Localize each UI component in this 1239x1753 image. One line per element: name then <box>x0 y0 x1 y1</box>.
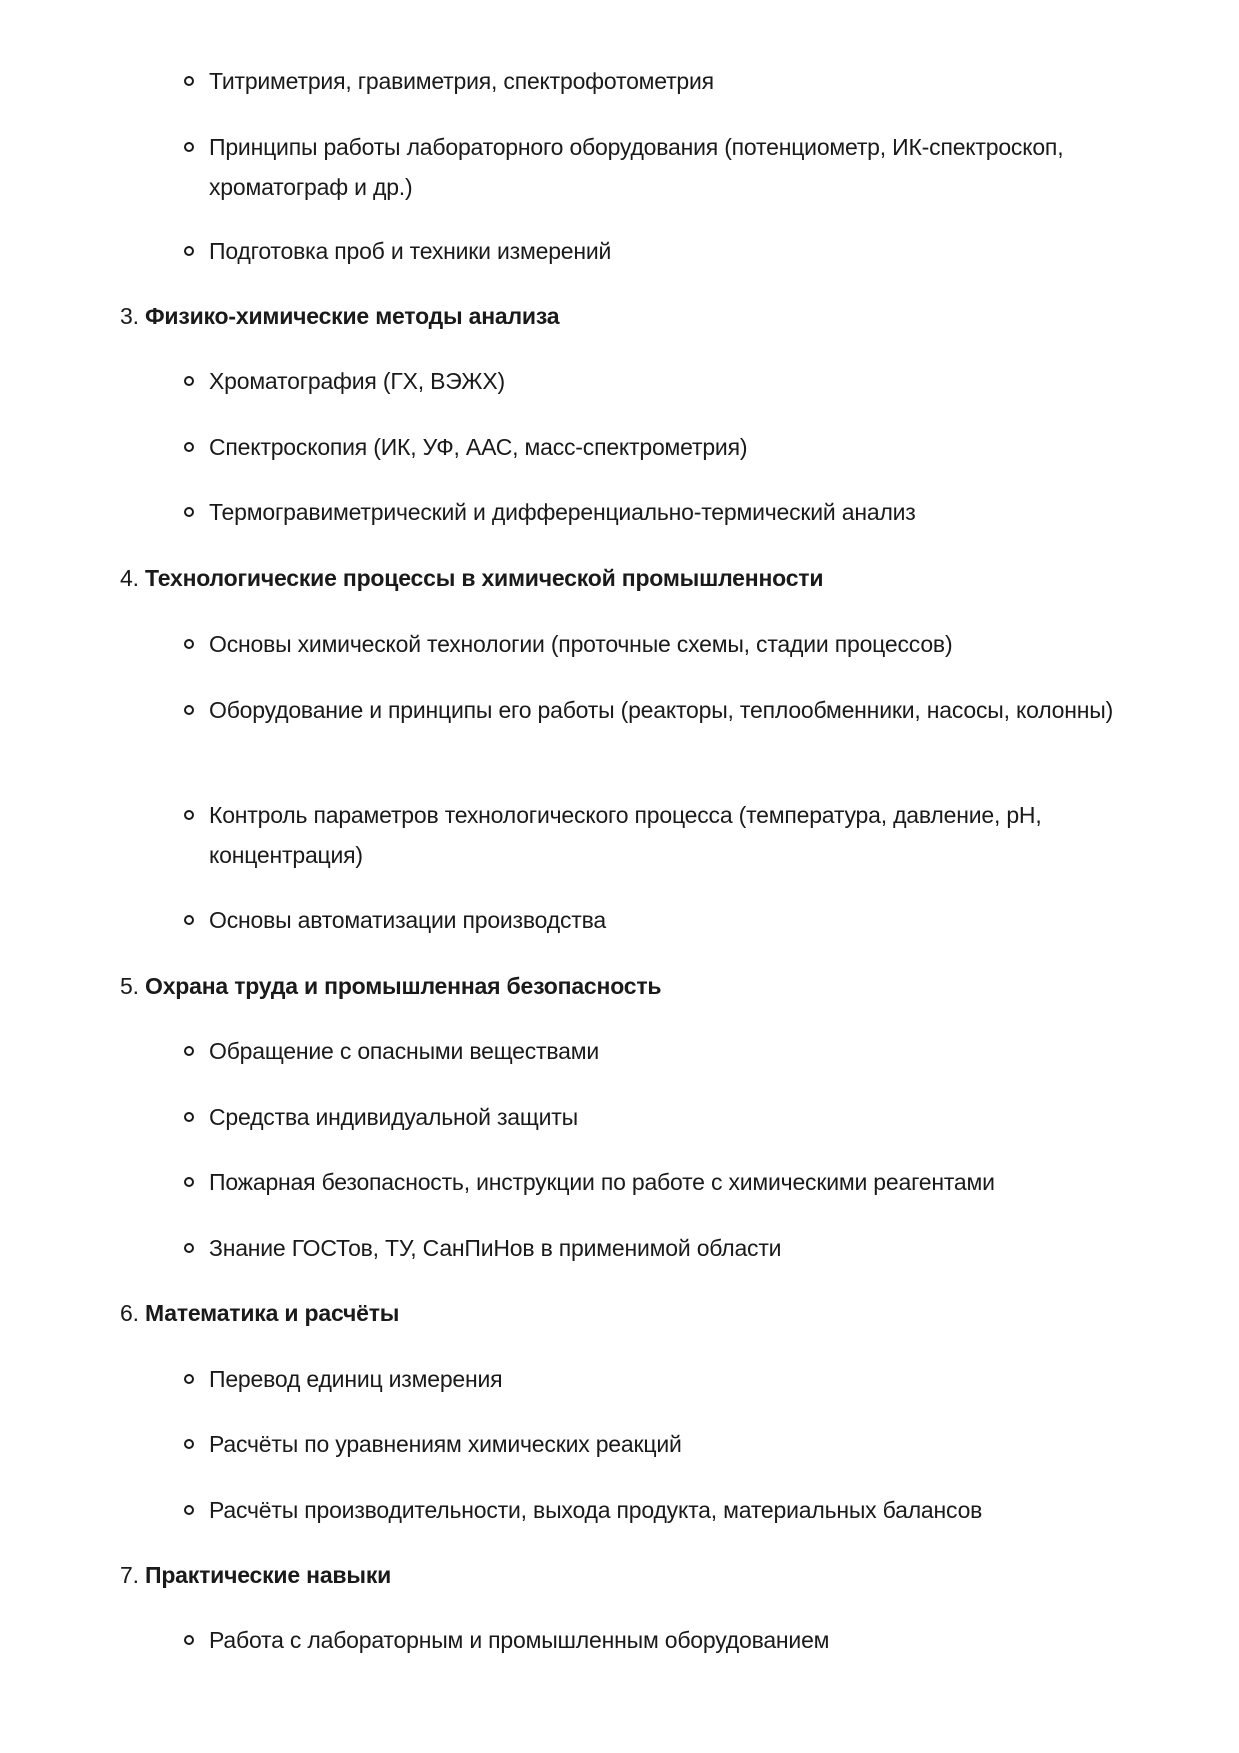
section-heading: 6. Математика и расчёты <box>120 1300 400 1326</box>
list-item: Пожарная безопасность, инструкции по работе с химическими реагентами <box>209 1162 1139 1202</box>
list-item: Обращение с опасными веществами <box>209 1031 1139 1071</box>
hollow-bullet-icon <box>184 1374 194 1384</box>
list-item: Средства индивидуальной защиты <box>209 1097 1139 1137</box>
section-heading: 4. Технологические процессы в химической промышленности <box>120 565 824 591</box>
hollow-bullet-icon <box>184 1635 194 1645</box>
list-item: Основы химической технологии (проточные схемы, стадии процессов) <box>209 624 1139 664</box>
list-item: Перевод единиц измерения <box>209 1359 1139 1399</box>
list-item: Расчёты по уравнениям химических реакций <box>209 1424 1139 1464</box>
hollow-bullet-icon <box>184 1243 194 1253</box>
hollow-bullet-icon <box>184 705 194 715</box>
section-heading: 3. Физико-химические методы анализа <box>120 303 560 329</box>
hollow-bullet-icon <box>184 1112 194 1122</box>
section-heading: 7. Практические навыки <box>120 1562 392 1588</box>
list-item: Титриметрия, гравиметрия, спектрофотометрия <box>209 61 1139 101</box>
list-item: Спектроскопия (ИК, УФ, ААС, масс-спектрометрия) <box>209 427 1139 467</box>
list-item: Оборудование и принципы его работы (реакторы, теплообменники, насосы, колонны) <box>209 690 1139 730</box>
hollow-bullet-icon <box>184 507 194 517</box>
list-item: Хроматография (ГХ, ВЭЖХ) <box>209 361 1139 401</box>
hollow-bullet-icon <box>184 1046 194 1056</box>
list-item: Контроль параметров технологического процесса (температура, давление, pH, концентрация) <box>209 795 1139 875</box>
hollow-bullet-icon <box>184 76 194 86</box>
list-item: Термогравиметрический и дифференциально-термический анализ <box>209 492 1139 532</box>
hollow-bullet-icon <box>184 1439 194 1449</box>
hollow-bullet-icon <box>184 1505 194 1515</box>
list-item: Принципы работы лабораторного оборудования (потенциометр, ИК-спектроскоп, хроматограф и др.) <box>209 127 1139 207</box>
hollow-bullet-icon <box>184 639 194 649</box>
list-item: Подготовка проб и техники измерений <box>209 231 1139 271</box>
hollow-bullet-icon <box>184 442 194 452</box>
hollow-bullet-icon <box>184 1177 194 1187</box>
hollow-bullet-icon <box>184 246 194 256</box>
list-item: Основы автоматизации производства <box>209 900 1139 940</box>
section-heading: 5. Охрана труда и промышленная безопасность <box>120 973 662 999</box>
hollow-bullet-icon <box>184 915 194 925</box>
hollow-bullet-icon <box>184 810 194 820</box>
list-item: Знание ГОСТов, ТУ, СанПиНов в применимой области <box>209 1228 1139 1268</box>
hollow-bullet-icon <box>184 376 194 386</box>
list-item: Работа с лабораторным и промышленным оборудованием <box>209 1620 1139 1660</box>
list-item: Расчёты производительности, выхода продукта, материальных балансов <box>209 1490 1139 1530</box>
hollow-bullet-icon <box>184 142 194 152</box>
